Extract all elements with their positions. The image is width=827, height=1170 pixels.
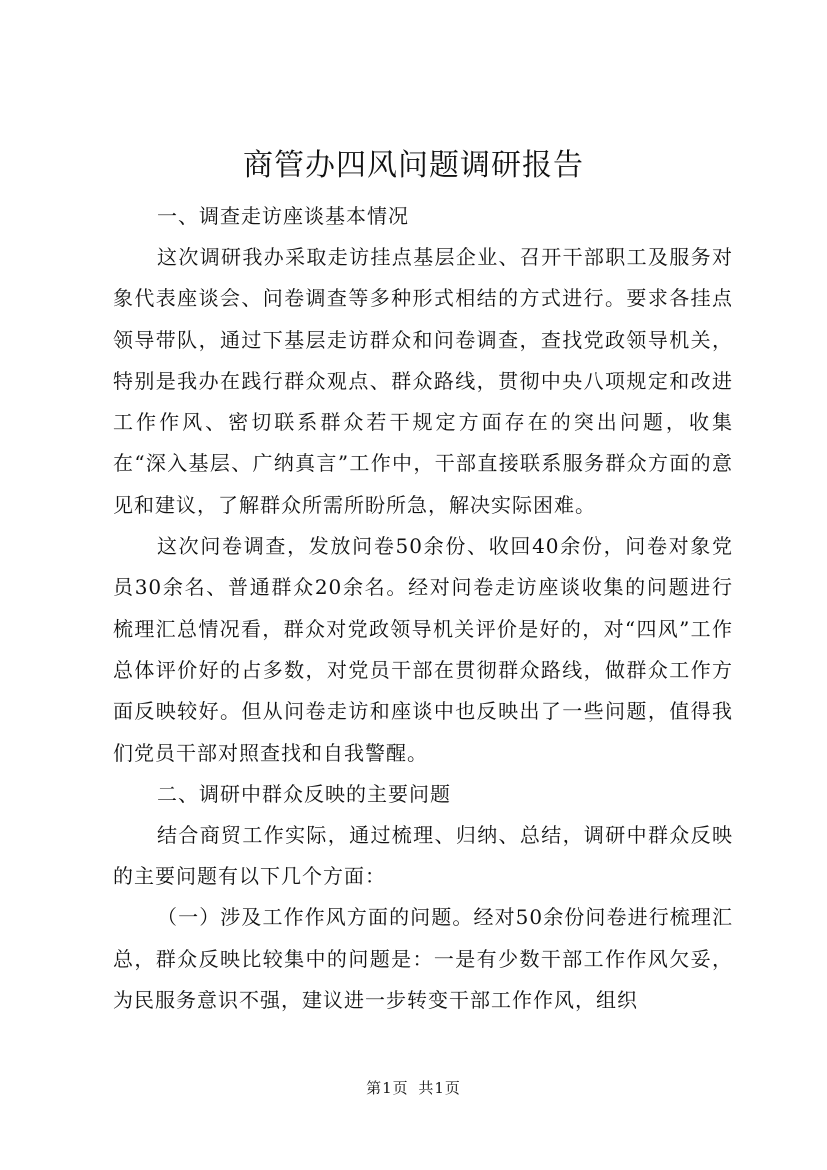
paragraph: 结合商贸工作实际，通过梳理、归纳、总结，调研中群众反映的主要问题有以下几个方面： bbox=[113, 822, 733, 889]
page-total: 共1页 bbox=[418, 1079, 461, 1097]
section-heading-1: 一、调查走访座谈基本情况 bbox=[157, 204, 409, 228]
page-footer bbox=[0, 1078, 827, 1098]
section-heading-2: 二、调研中群众反映的主要问题 bbox=[157, 781, 451, 806]
document-title: 商管办四风问题调研报告 bbox=[243, 148, 584, 183]
document-body bbox=[113, 196, 733, 1021]
paragraph: （一）涉及工作作风方面的问题。经对50余份问卷进行梳理汇总，群众反映比较集中的问题是：一是有少数干部工作作风欠妥，为民服务意识不强，建议进一步转变干部工作作风，组织 bbox=[113, 905, 733, 1013]
paragraph: 这次问卷调查，发放问卷50余份、收回40余份，问卷对象党员30余名、普通群众20余名。经对问卷走访座谈收集的问题进行梳理汇总情况看，群众对党政领导机关评价是好的，对“四风”工作总体评价好的占多数，对党员干部在贯彻群众路线，做群众工作方面反映较好。但从问卷走访和座谈中也反映出了一些问题，值得我们党员干部对照查找和自我警醒。 bbox=[113, 534, 733, 765]
page-number: 第1页 bbox=[366, 1079, 409, 1097]
paragraph: 这次调研我办采取走访挂点基层企业、召开干部职工及服务对象代表座谈会、问卷调查等多种形式相结的方式进行。要求各挂点领导带队，通过下基层走访群众和问卷调查，查找党政领导机关，特别是我办在践行群众观点、群众路线，贯彻中央八项规定和改进工作作风、密切联系群众若干规定方面存在的突出问题，收集在“深入基层、广纳真言”工作中，干部直接联系服务群众方面的意见和建议，了解群众所需所盼所急，解决实际困难。 bbox=[113, 245, 733, 517]
